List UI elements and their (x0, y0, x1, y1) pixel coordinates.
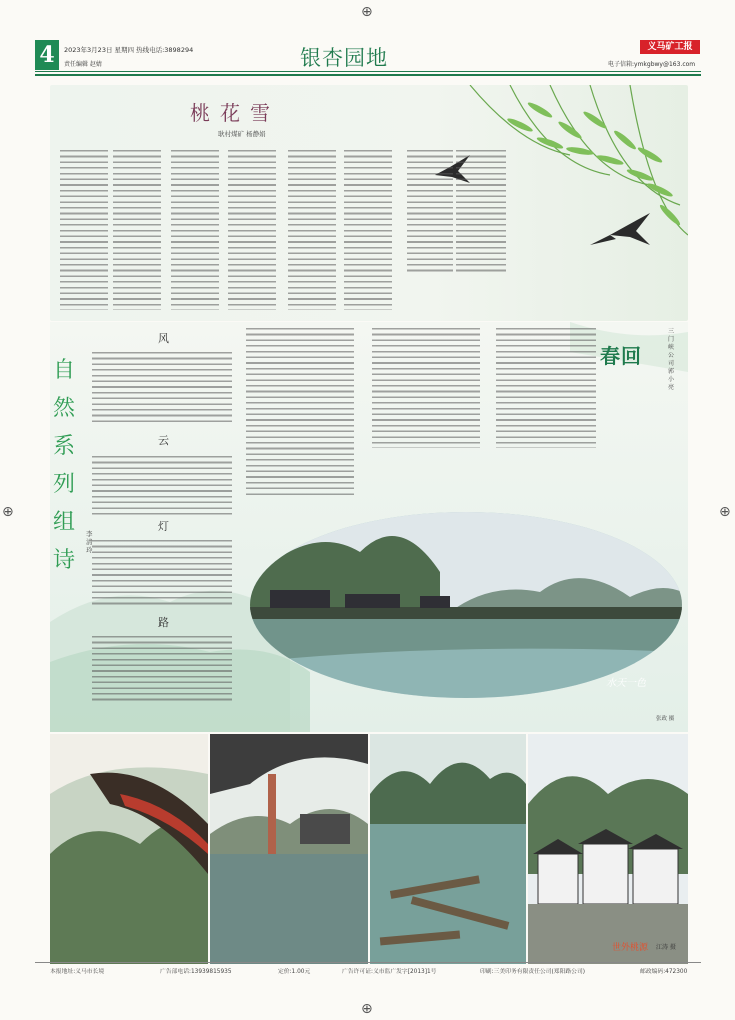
photo-bamboo-rafts (370, 734, 526, 964)
registration-mark-top: ⊕ (361, 4, 373, 20)
photo-village-houses (528, 734, 688, 964)
essay-text-col-2 (372, 328, 480, 448)
article-text-col-5 (288, 150, 336, 310)
series-title-char: 然 (52, 396, 75, 421)
middle-photo-credit: 张政 摄 (656, 716, 675, 722)
poem-text-wind (92, 352, 232, 424)
poem-text-lamp (92, 540, 232, 608)
article-text-col-1 (60, 150, 108, 310)
registration-mark-bottom: ⊕ (361, 1001, 373, 1017)
footer-ad-phone: 广告部电话:13939815935 (160, 969, 232, 975)
poem-author: 李清玲 (86, 530, 93, 554)
landscape-photo-oval (250, 512, 682, 698)
poem-heading-lamp: 灯 (158, 520, 169, 533)
bottom-photo-caption: 世外桃源 (612, 943, 649, 953)
essay-author: 三门峡公司 郭小亮 (668, 328, 675, 391)
header-rule-thick (35, 74, 701, 76)
footer-rule (35, 962, 701, 963)
poem-text-cloud (92, 456, 232, 516)
essay-text-col-1 (246, 328, 354, 498)
footer-printer: 印刷:三美印务有限责任公司(郑阳路公司) (480, 969, 586, 975)
series-title-char: 系 (52, 434, 75, 459)
article-text-col-2 (113, 150, 161, 310)
footer-postcode: 邮政编码:472300 (640, 969, 688, 975)
article-text-col-4 (228, 150, 276, 310)
poem-heading-wind: 风 (158, 332, 169, 345)
dateline: 2023年3月23日 星期四 热线电话:3898294 (64, 46, 194, 54)
series-title-char: 自 (52, 358, 75, 383)
footer-price: 定价:1.00元 (278, 969, 311, 975)
article-title: 桃花雪 (190, 101, 280, 125)
registration-mark-left: ⊕ (2, 504, 14, 520)
essay-text-col-3 (496, 328, 596, 448)
poem-series-title (50, 352, 78, 580)
series-title-char: 组 (52, 510, 75, 535)
series-title-char: 列 (52, 472, 75, 497)
footer-address: 本报地址:义马市长境 (50, 969, 105, 975)
page-number: 4 (35, 40, 59, 70)
registration-mark-right: ⊕ (719, 504, 731, 520)
photo-carved-eave (50, 734, 208, 964)
photo-pagoda-lake (210, 734, 368, 964)
article-byline: 耿村煤矿 杨静娟 (218, 130, 266, 138)
poem-heading-road: 路 (158, 616, 169, 629)
newspaper-logo: 义马矿工报 (640, 40, 700, 54)
lake-landscape-image (250, 512, 682, 698)
article-text-col-3 (171, 150, 219, 310)
email: 电子信箱:ymkgbwy@163.com (608, 61, 696, 68)
article-text-col-8 (456, 150, 506, 275)
editor-line: 责任编辑 赵婧 (64, 61, 102, 68)
series-title-char: 诗 (52, 548, 75, 573)
article-text-col-7 (407, 150, 453, 275)
poem-text-road (92, 636, 232, 704)
poem-heading-cloud: 云 (158, 434, 169, 447)
header-rule (35, 71, 701, 72)
essay-title: 春回 (600, 344, 642, 368)
bottom-photo-credit: 江涛 摄 (656, 944, 676, 951)
middle-photo-caption: 水天一色 (606, 678, 646, 689)
section-title: 银杏园地 (300, 46, 388, 70)
footer-license: 广告许可证:义市监广发字[2013]1号 (342, 969, 437, 975)
article-text-col-6 (344, 150, 392, 310)
